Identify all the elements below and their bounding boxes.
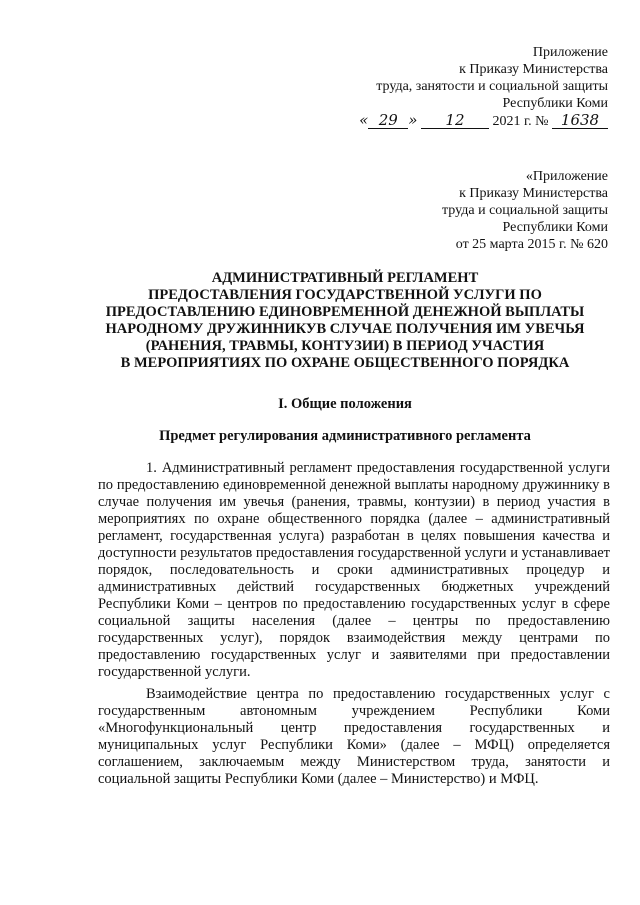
- title-line: НАРОДНОМУ ДРУЖИННИКУВ СЛУЧАЕ ПОЛУЧЕНИЯ ИМ УВЕЧЬЯ: [105, 321, 585, 337]
- prev-ministry-line: труда и социальной защиты: [442, 203, 608, 218]
- appendix-republic-line: Республики Коми: [502, 96, 608, 111]
- paragraph-text: 1. Административный регламент предоставления государственной услуги по предоставлению единовременной денежной выплаты народному дружиннику в случае получения им увечья (ранения, травмы, контузии) в период участия в мероприятиях по охране общественного порядка (далее – административный регламент, государственная услуга) разработан в целях повышения качества и доступности результатов предоставления государственной услуги и устанавливает порядок, последовательность и сроки административных процедур и административных действий государственных бюджетных учреждений Республики Коми – центров по предоставлению государственных услуг в сфере социальной защиты населения (далее – центры по предоставлению государственных услуг), порядок взаимодействия между центрами по предоставлению государственных услуг и заявителями при предоставлении государственной услуги.: [98, 460, 610, 680]
- date-close-quote: »: [408, 111, 418, 129]
- appendix-header: [288, 44, 608, 130]
- prev-date-line: от 25 марта 2015 г. № 620: [455, 237, 608, 252]
- prev-republic-line: Республики Коми: [502, 220, 608, 235]
- handwritten-day: 29: [368, 113, 408, 129]
- section-subheading: Предмет регулирования административного регламента: [159, 428, 531, 444]
- paragraph-2: [98, 686, 610, 788]
- prev-appendix-label: «Приложение: [525, 169, 608, 184]
- title-line: ПРЕДОСТАВЛЕНИЯ ГОСУДАРСТВЕННОЙ УСЛУГИ ПО: [148, 287, 542, 303]
- title-line: (РАНЕНИЯ, ТРАВМЫ, КОНТУЗИИ) В ПЕРИОД УЧАСТИЯ: [145, 338, 545, 354]
- paragraph-text: Взаимодействие центра по предоставлению государственных услуг с государственным автономным учреждением Республики Коми «Многофункциональный центр предоставления государственных и муниципальных услуг Республики Коми» (далее – МФЦ) определяется соглашением, заключаемым между Министерством труда, занятости и социальной защиты Республики Коми (далее – Министерство) и МФЦ.: [98, 686, 610, 787]
- handwritten-month: 12: [421, 113, 489, 129]
- year-text: 2021 г. №: [492, 114, 549, 129]
- appendix-order-line: к Приказу Министерства: [459, 62, 608, 77]
- title-line: ПРЕДОСТАВЛЕНИЮ ЕДИНОВРЕМЕННОЙ ДЕНЕЖНОЙ ВЫПЛАТЫ: [105, 304, 585, 320]
- previous-appendix-header: [288, 168, 608, 253]
- date-open-quote: «: [359, 111, 369, 129]
- paragraph-1: [98, 460, 610, 681]
- section-heading: I. Общие положения: [278, 396, 412, 412]
- appendix-label: Приложение: [532, 45, 608, 60]
- title-line: В МЕРОПРИЯТИЯХ ПО ОХРАНЕ ОБЩЕСТВЕННОГО ПОРЯДКА: [120, 355, 570, 371]
- title-line: АДМИНИСТРАТИВНЫЙ РЕГЛАМЕНТ: [211, 270, 479, 286]
- document-title: [80, 270, 610, 372]
- handwritten-number: 1638: [552, 113, 608, 129]
- appendix-date-line: [288, 113, 608, 130]
- prev-order-line: к Приказу Министерства: [459, 186, 608, 201]
- appendix-ministry-line: труда, занятости и социальной защиты: [376, 79, 608, 94]
